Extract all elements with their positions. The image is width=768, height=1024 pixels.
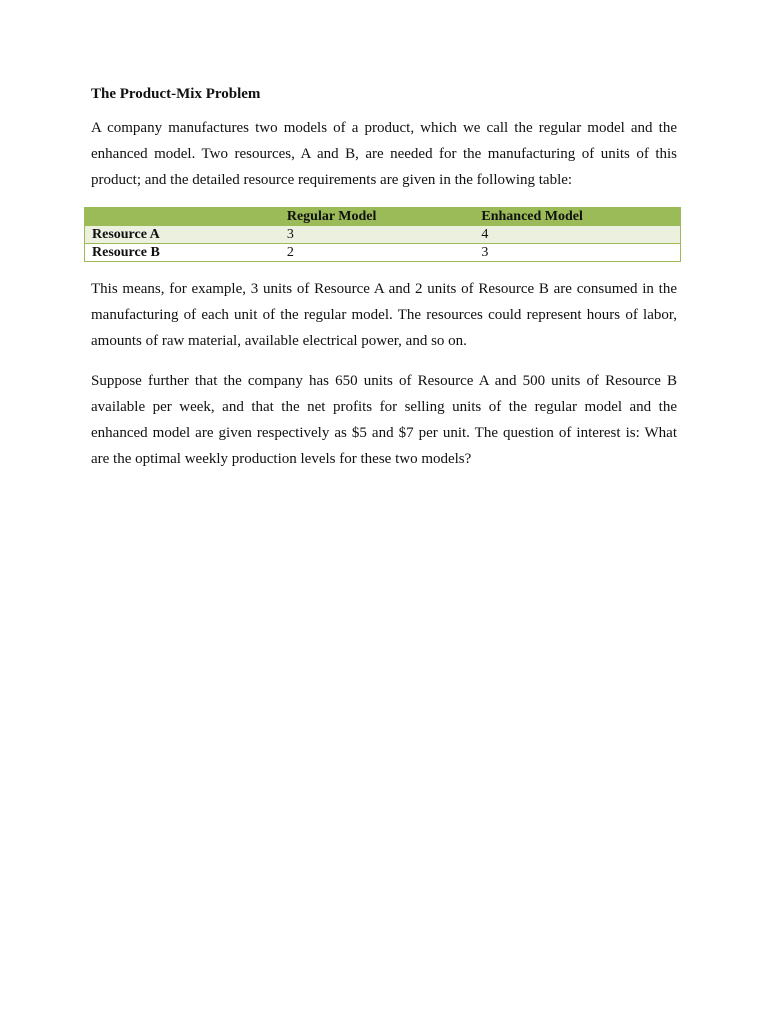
cell-regular: 3 <box>286 227 294 242</box>
table-header-row <box>85 208 681 226</box>
resource-requirements-table <box>84 207 681 262</box>
table-header-empty <box>85 208 280 226</box>
table-row <box>85 244 681 262</box>
table-header-enhanced: Enhanced Model <box>481 209 583 224</box>
row-label: Resource A <box>92 227 160 242</box>
document-title: The Product-Mix Problem <box>91 86 261 102</box>
table-row <box>85 226 681 244</box>
cell-enhanced: 4 <box>481 227 489 242</box>
paragraph-intro: A company manufactures two models of a product, which we call the regular model and the enhanced model. Two resources, A and B, are needed for the manufacturing of units of this product; and the detailed resource requirements are given in the following table: <box>91 120 677 188</box>
cell-regular: 2 <box>286 245 294 260</box>
paragraph-explanation: This means, for example, 3 units of Resource A and 2 units of Resource B are consumed in the manufacturing of each unit of the regular model. The resources could represent hours of labor, amounts of raw material, available electrical power, and so on. <box>91 281 677 349</box>
paragraph-question: Suppose further that the company has 650 units of Resource A and 500 units of Resource B available per week, and that the net profits for selling units of the regular model and the enhanced model are given respectively as $5 and $7 per unit. The question of interest is: What are the optimal weekly production levels for these two models? <box>91 373 677 467</box>
cell-enhanced: 3 <box>481 245 489 260</box>
row-label: Resource B <box>92 245 160 260</box>
document-page <box>91 84 677 472</box>
table-header-regular: Regular Model <box>286 209 377 224</box>
